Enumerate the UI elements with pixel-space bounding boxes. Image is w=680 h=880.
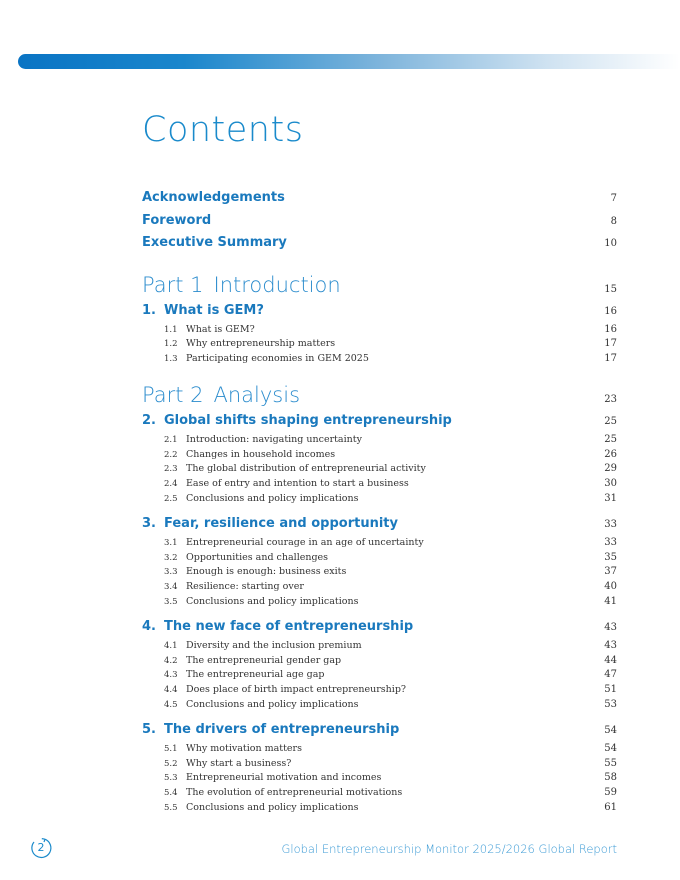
toc-section-label [164, 537, 424, 548]
section-number: 4.5 [164, 700, 178, 711]
toc-section-link[interactable] [142, 684, 617, 699]
toc-chapter-label [142, 516, 398, 531]
toc-section-label [164, 463, 426, 474]
toc-section-link[interactable] [142, 478, 617, 493]
toc-page-number: 8 [610, 215, 617, 227]
toc-section-link[interactable] [142, 787, 617, 802]
toc-front-matter-link[interactable] [142, 213, 617, 236]
toc-chapter-label [142, 413, 452, 428]
toc-section-link[interactable] [142, 566, 617, 581]
chapter-title: Fear, resilience and opportunity [164, 515, 398, 531]
section-title: The global distribution of entrepreneurial activity [186, 463, 426, 475]
toc-section-label [164, 699, 358, 710]
section-title: Why entrepreneurship matters [186, 338, 336, 350]
toc-section-link[interactable] [142, 655, 617, 670]
toc-page-number: 7 [610, 193, 617, 204]
section-title: Conclusions and policy implications [186, 596, 359, 608]
toc-part-label [142, 383, 300, 407]
toc-section-label [164, 581, 304, 592]
toc-page-number: 31 [604, 493, 617, 505]
toc-page-number: 41 [604, 596, 617, 608]
toc-chapter-label [142, 619, 413, 634]
section-title: Entrepreneurial motivation and incomes [186, 772, 382, 784]
section-number: 4.4 [164, 685, 178, 696]
section-title: Resilience: starting over [186, 581, 304, 593]
section-number: 1.3 [164, 354, 178, 365]
section-number: 1.2 [164, 339, 178, 350]
toc-page-number: 10 [604, 238, 617, 249]
section-title: Conclusions and policy implications [186, 699, 359, 711]
toc-section-link[interactable] [142, 338, 617, 353]
toc-chapter-link[interactable] [142, 413, 617, 434]
toc-section-label [164, 669, 324, 680]
toc-section-link[interactable] [142, 596, 617, 611]
toc-chapter-label [142, 303, 264, 318]
section-title: Changes in household incomes [186, 448, 336, 460]
table-of-contents [142, 190, 617, 817]
part-title: Analysis [213, 382, 301, 407]
toc-page-number: 61 [604, 802, 617, 814]
section-title: The entrepreneurial age gap [186, 669, 325, 681]
page-title: Contents [142, 110, 304, 150]
toc-part-heading[interactable] [142, 383, 617, 413]
toc-page-number: 47 [604, 669, 617, 681]
footer-report-title: Global Entrepreneurship Monitor 2025/2026 Global Report [281, 842, 617, 856]
section-number: 4.1 [164, 640, 178, 651]
page-number: 2 [37, 841, 45, 854]
section-title: Diversity and the inclusion premium [186, 639, 362, 651]
part-title: Introduction [213, 272, 341, 297]
toc-section-label [164, 772, 381, 783]
toc-section-label [164, 566, 346, 577]
section-title: Why start a business? [186, 757, 292, 769]
toc-section-link[interactable] [142, 449, 617, 464]
toc-section-label [164, 640, 362, 651]
toc-section-label [164, 596, 358, 607]
toc-page-number: 43 [604, 621, 617, 633]
toc-page-number: 51 [604, 684, 617, 696]
toc-section-label [164, 353, 369, 364]
toc-page-number: 54 [604, 724, 617, 736]
toc-section-label [164, 493, 358, 504]
section-title: Conclusions and policy implications [186, 802, 359, 814]
chapter-title: The drivers of entrepreneurship [164, 721, 400, 737]
chapter-title: The new face of entrepreneurship [164, 618, 414, 634]
toc-page-number: 25 [604, 433, 617, 445]
part-number: Part 2 [142, 382, 204, 407]
toc-section-link[interactable] [142, 772, 617, 787]
chapter-title: What is GEM? [164, 302, 264, 318]
toc-page-number: 15 [604, 283, 617, 295]
toc-part-heading[interactable] [142, 273, 617, 303]
toc-page-number: 25 [604, 415, 617, 427]
section-title: Does place of birth impact entrepreneurship? [186, 684, 406, 696]
toc-section-link[interactable] [142, 324, 617, 339]
section-title: Opportunities and challenges [186, 551, 329, 563]
toc-entry-label: Acknowledgements [142, 190, 285, 205]
toc-page-number: 16 [604, 305, 617, 317]
toc-chapter-link[interactable] [142, 722, 617, 743]
toc-section-label [164, 655, 341, 666]
section-title: What is GEM? [186, 323, 255, 335]
toc-page-number: 17 [604, 353, 617, 365]
toc-page-number: 37 [604, 566, 617, 578]
section-number: 3.2 [164, 552, 178, 563]
chapter-number: 1. [142, 302, 156, 318]
section-title: Entrepreneurial courage in an age of uncertainty [186, 536, 424, 548]
toc-chapter-label [142, 722, 399, 737]
toc-page-number: 33 [604, 536, 617, 548]
section-number: 2.2 [164, 449, 178, 460]
chapter-number: 3. [142, 515, 156, 531]
toc-section-link[interactable] [142, 802, 617, 817]
toc-section-label [164, 552, 328, 563]
toc-section-label [164, 338, 335, 349]
toc-page-number: 17 [604, 338, 617, 350]
toc-page-number: 16 [604, 323, 617, 335]
section-title: The entrepreneurial gender gap [186, 654, 342, 666]
toc-page-number: 53 [604, 699, 617, 711]
toc-chapter-link[interactable] [142, 619, 617, 640]
toc-section-link[interactable] [142, 699, 617, 714]
toc-section-link[interactable] [142, 581, 617, 596]
toc-entry-label: Foreword [142, 212, 212, 228]
toc-front-matter-link[interactable] [142, 235, 617, 258]
toc-part-label [142, 273, 341, 297]
section-number: 2.5 [164, 494, 178, 505]
toc-section-link[interactable] [142, 552, 617, 567]
toc-section-label [164, 758, 291, 769]
section-number: 4.3 [164, 670, 178, 681]
section-number: 4.2 [164, 655, 178, 666]
toc-section-link[interactable] [142, 743, 617, 758]
toc-section-label [164, 449, 335, 460]
section-number: 5.2 [164, 758, 178, 769]
toc-section-label [164, 802, 358, 813]
toc-page-number: 58 [604, 772, 617, 784]
toc-section-link[interactable] [142, 493, 617, 508]
toc-page-number: 54 [604, 742, 617, 754]
section-number: 2.4 [164, 479, 178, 490]
toc-section-link[interactable] [142, 463, 617, 478]
section-number: 3.5 [164, 597, 178, 608]
toc-section-link[interactable] [142, 434, 617, 449]
toc-section-link[interactable] [142, 353, 617, 368]
section-title: Introduction: navigating uncertainty [186, 433, 362, 445]
toc-section-link[interactable] [142, 537, 617, 552]
section-number: 5.1 [164, 743, 178, 754]
section-number: 2.1 [164, 434, 178, 445]
chapter-number: 2. [142, 412, 156, 428]
chapter-title: Global shifts shaping entrepreneurship [164, 412, 452, 428]
toc-page-number: 29 [604, 463, 617, 475]
toc-section-label [164, 478, 409, 489]
toc-front-matter-link[interactable] [142, 190, 617, 213]
toc-entry-label: Executive Summary [142, 235, 287, 250]
toc-section-label [164, 684, 406, 695]
toc-page-number: 40 [604, 581, 617, 593]
section-number: 3.1 [164, 537, 178, 548]
section-number: 1.1 [164, 324, 178, 335]
toc-section-link[interactable] [142, 758, 617, 773]
toc-page-number: 44 [604, 654, 617, 666]
toc-page-number: 30 [604, 478, 617, 490]
toc-section-label [164, 434, 362, 445]
section-title: Participating economies in GEM 2025 [186, 353, 369, 365]
section-number: 5.5 [164, 803, 178, 814]
section-number: 2.3 [164, 464, 178, 475]
section-title: Conclusions and policy implications [186, 493, 359, 505]
toc-page-number: 33 [604, 518, 617, 530]
toc-section-label [164, 324, 255, 335]
toc-chapter-link[interactable] [142, 516, 617, 537]
section-number: 3.4 [164, 582, 178, 593]
section-title: The evolution of entrepreneurial motivations [186, 787, 403, 799]
header-gradient-bar [18, 54, 680, 69]
page-number-badge [29, 836, 53, 860]
toc-section-label [164, 743, 302, 754]
chapter-number: 5. [142, 721, 156, 737]
toc-section-label [164, 787, 402, 798]
toc-page-number: 55 [604, 757, 617, 769]
toc-page-number: 43 [604, 639, 617, 651]
section-number: 5.4 [164, 788, 178, 799]
toc-section-link[interactable] [142, 669, 617, 684]
section-title: Enough is enough: business exits [186, 566, 347, 578]
toc-chapter-link[interactable] [142, 303, 617, 324]
section-number: 3.3 [164, 567, 178, 578]
toc-page-number: 35 [604, 551, 617, 563]
section-title: Ease of entry and intention to start a business [186, 478, 409, 490]
section-number: 5.3 [164, 773, 178, 784]
toc-page-number: 59 [604, 787, 617, 799]
toc-section-link[interactable] [142, 640, 617, 655]
toc-page-number: 26 [604, 448, 617, 460]
section-title: Why motivation matters [186, 742, 302, 754]
toc-page-number: 23 [604, 393, 617, 405]
part-number: Part 1 [142, 272, 204, 297]
chapter-number: 4. [142, 618, 156, 634]
